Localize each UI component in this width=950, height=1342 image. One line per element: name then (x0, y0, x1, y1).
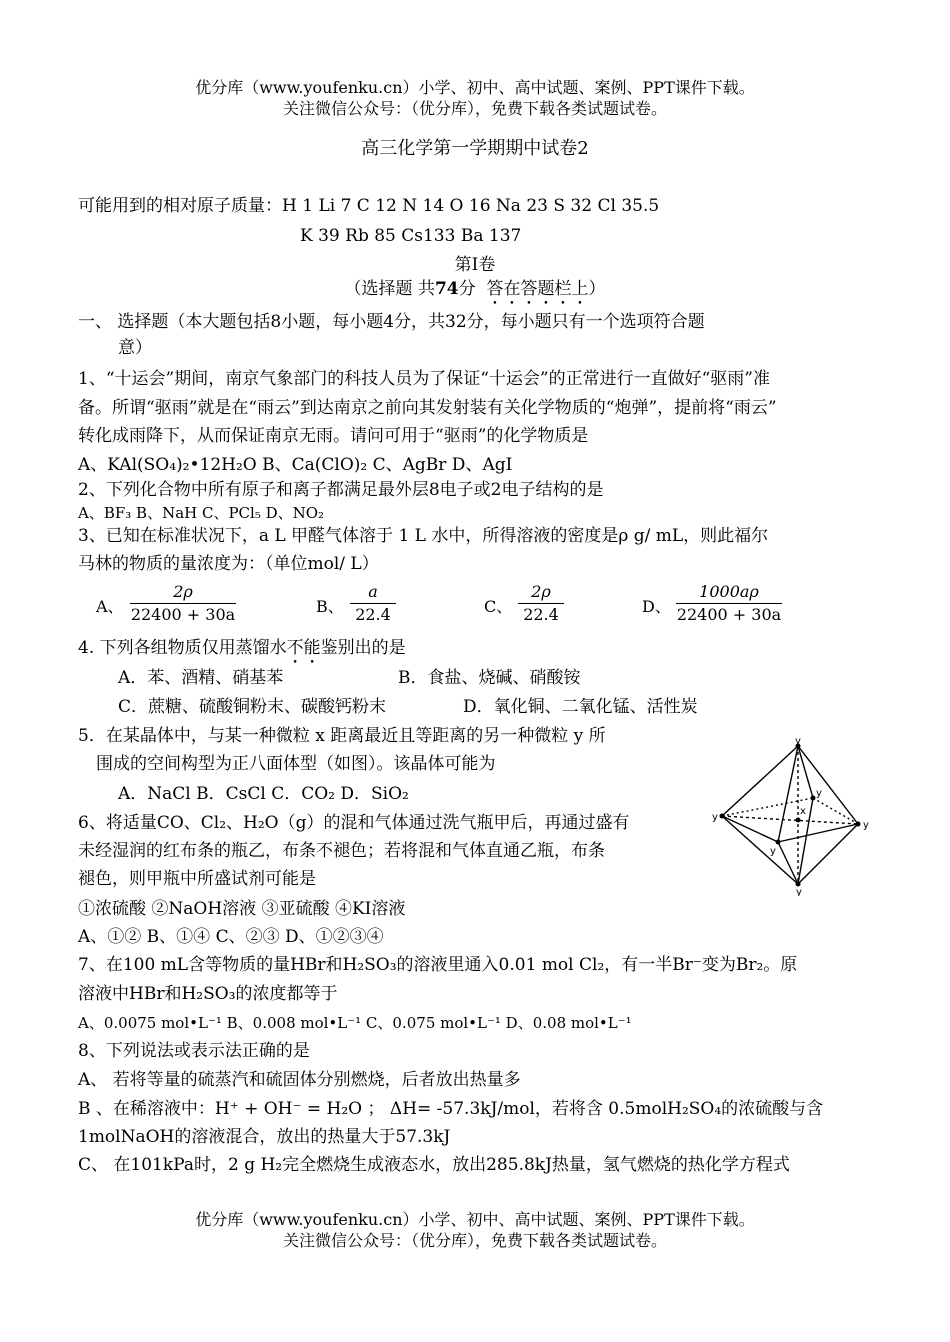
q3-option-c-fraction: 2ρ 22.4 (518, 582, 564, 625)
fig-label-y-bottom: y (796, 887, 802, 896)
section-1-line-1: 一、 选择题（本大题包括8小题，每小题4分，共32分，每小题只有一个选项符合题 (78, 312, 705, 332)
q3-option-d-label: D、 (642, 597, 671, 616)
header-line-1: 优分库（www.youfenku.cn）小学、初中、高中试题、案例、PPT课件下载。 (195, 78, 755, 97)
q8-option-c-line-1: C、 在101kPa时，2 g H₂完全燃烧生成液态水，放出285.8kJ热量，氢气燃烧的热化学方程式 (78, 1155, 790, 1175)
q7-line-2: 溶液中HBr和H₂SO₃的浓度都等于 (78, 984, 338, 1004)
q3-line-2: 马林的物质的量浓度为：（单位mol/ L） (78, 554, 379, 574)
q5-options: A．NaCl B．CsCl C．CO₂ D．SiO₂ (118, 784, 409, 804)
q4-option-c: C．蔗糖、硫酸铜粉末、碳酸钙粉末 (118, 697, 387, 717)
atomic-mass-line-2: K 39 Rb 85 Cs133 Ba 137 (300, 226, 522, 246)
q8-option-b-line-1: B 、在稀溶液中：H⁺ + OH⁻ = H₂O ； ΔH= -57.3kJ/mol，若将含 0.5molH₂SO₄的浓硫酸与含 (78, 1099, 824, 1119)
octahedron-figure (712, 736, 877, 896)
section-1-line-2: 意） (118, 338, 152, 358)
q2-options: A、BF₃ B、NaH C、PCl₅ D、NO₂ (78, 504, 325, 522)
q6-line-1: 6、将适量CO、Cl₂、H₂O（g）的混和气体通过洗气瓶甲后，再通过盛有 (78, 813, 630, 833)
q4-option-d: D．氧化铜、二氧化锰、活性炭 (463, 697, 698, 717)
q2-stem: 2、下列化合物中所有原子和离子都满足最外层8电子或2电子结构的是 (78, 480, 604, 500)
q5-line-2: 围成的空间构型为正八面体型（如图）。该晶体可能为 (96, 754, 496, 774)
footer-line-1: 优分库（www.youfenku.cn）小学、初中、高中试题、案例、PPT课件下载。 (195, 1210, 755, 1229)
q3-line-1: 3、已知在标准状况下，a L 甲醛气体溶于 1 L 水中，所得溶液的密度是ρ g/ mL，则此福尔 (78, 526, 769, 546)
q3-option-d-fraction: 1000aρ 22400 + 30a (676, 582, 782, 624)
q4-option-b: B．食盐、烧碱、硝酸铵 (398, 668, 581, 688)
q1-line-2: 备。所谓“驱雨”就是在“雨云”到达南京之前向其发射装有关化学物质的“炮弹”，提前将“雨云” (78, 398, 777, 418)
q8-stem: 8、下列说法或表示法正确的是 (78, 1041, 310, 1061)
q6-options: A、①② B、①④ C、②③ D、①②③④ (78, 927, 384, 947)
page-title: 高三化学第一学期期中试卷2 (361, 138, 589, 159)
footer-line-2: 关注微信公众号：（优分库），免费下载各类试题试卷。 (282, 1231, 667, 1250)
q8-option-a: A、 若将等量的硫蒸汽和硫固体分别燃烧，后者放出热量多 (78, 1070, 521, 1090)
q7-line-1: 7、在100 mL含等物质的量HBr和H₂SO₃的溶液里通入0.01 mol Cl₂，有一半Br⁻变为Br₂。原 (78, 955, 798, 975)
fig-label-y-back: y (816, 788, 822, 799)
q1-line-3: 转化成雨降下，从而保证南京无雨。请问可用于“驱雨”的化学物质是 (78, 426, 589, 446)
fig-label-x-center: x (800, 806, 806, 817)
q5-line-1: 5．在某晶体中，与某一种微粒 x 距离最近且等距离的另一种微粒 y 所 (78, 726, 606, 746)
q1-line-1: 1、“十运会”期间，南京气象部门的科技人员为了保证“十运会”的正常进行一直做好“驱雨”准 (78, 369, 770, 389)
q3-option-b-fraction: a 22.4 (350, 582, 396, 625)
q3-option-a-label: A、 (96, 597, 124, 616)
fig-label-y-right: y (863, 820, 869, 831)
part-title: 第Ⅰ卷 (454, 255, 496, 275)
q6-line-3: 褪色，则甲瓶中所盛试剂可能是 (78, 869, 316, 889)
header-line-2: 关注微信公众号：（优分库），免费下载各类试题试卷。 (282, 99, 667, 118)
part-subtitle: （选择题 共74分 答在答题栏上） (344, 279, 606, 299)
q8-option-b-line-2: 1molNaOH的溶液混合，放出的热量大于57.3kJ (78, 1127, 451, 1147)
fig-label-y-front: y (770, 846, 776, 857)
q3-option-a-fraction: 2ρ 22400 + 30a (130, 582, 236, 624)
atomic-mass-line-1: 可能用到的相对原子质量：H 1 Li 7 C 12 N 14 O 16 Na 23 S 32 Cl 35.5 (78, 196, 660, 216)
fig-label-y-left: y (712, 812, 718, 823)
q1-options: A、KAl(SO₄)₂•12H₂O B、Ca(ClO)₂ C、AgBr D、AgI (78, 455, 513, 475)
q6-choices: ①浓硫酸 ②NaOH溶液 ③亚硫酸 ④KI溶液 (78, 899, 406, 919)
q7-options: A、0.0075 mol•L⁻¹ B、0.008 mol•L⁻¹ C、0.075 mol•L⁻¹ D、0.08 mol•L⁻¹ (78, 1014, 632, 1032)
q3-option-b-label: B、 (316, 597, 344, 616)
q6-line-2: 未经湿润的红布条的瓶乙，布条不褪色；若将混和气体直通乙瓶，布条 (78, 841, 605, 861)
q3-option-c-label: C、 (484, 597, 513, 616)
q4-stem: 4. 下列各组物质仅用蒸馏水不能鉴别出的是 (78, 638, 406, 658)
fig-label-y-top: y (795, 736, 801, 747)
q4-option-a: A．苯、酒精、硝基苯 (118, 668, 284, 688)
